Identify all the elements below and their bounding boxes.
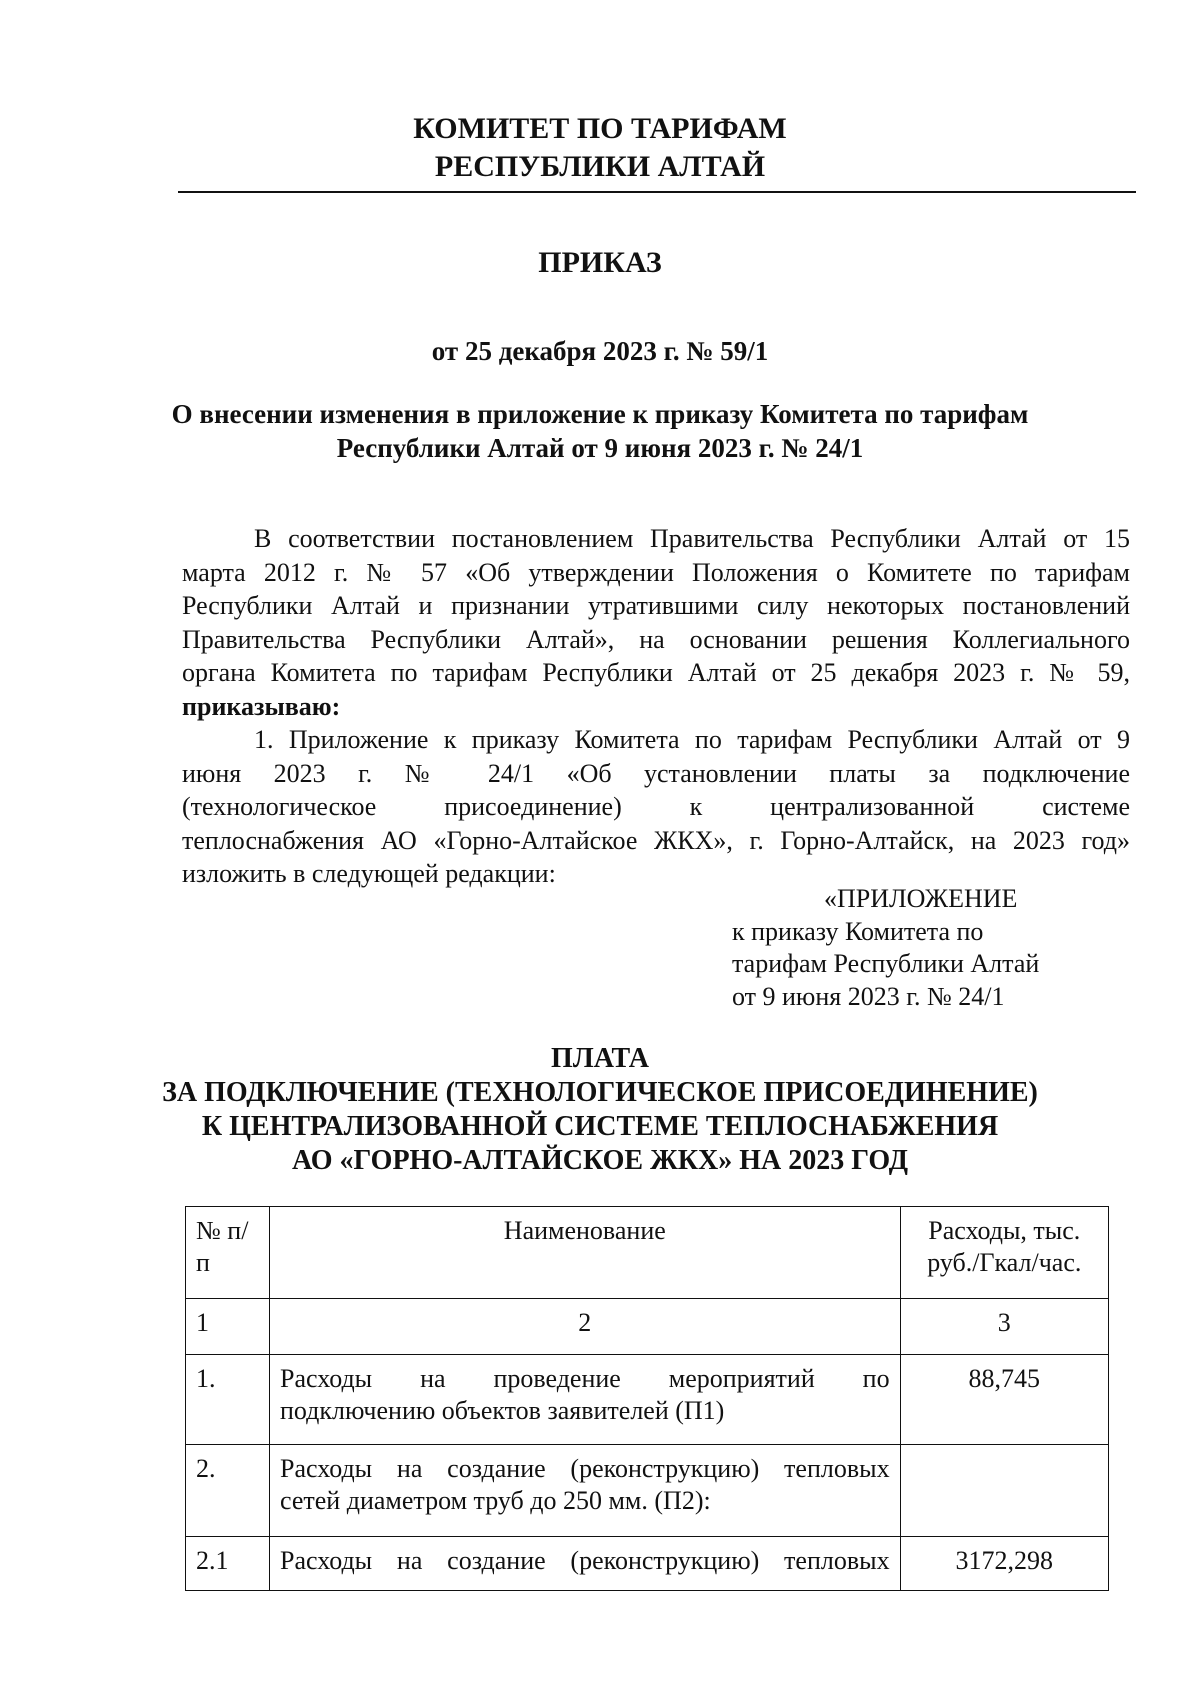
- committee-name-line1: КОМИТЕТ ПО ТАРИФАМ: [413, 112, 787, 145]
- index-cell: 3: [900, 1299, 1108, 1355]
- item1-line: теплоснабжения АО «Горно-Алтайское ЖКХ», г. Горно-Алтайск, на 2023 год»: [182, 825, 1130, 855]
- row-name-line: Расходы на проведение мероприятий по: [280, 1364, 890, 1393]
- header-cost-line1: Расходы, тыс.: [928, 1216, 1081, 1245]
- appendix-title: «ПРИЛОЖЕНИЕ: [824, 884, 1018, 913]
- preamble-line: марта 2012 г. № 57 «Об утверждении Положения о Комитете по тарифам: [182, 557, 1130, 587]
- preamble-paragraph: [182, 522, 1130, 723]
- committee-name-line2: РЕСПУБЛИКИ АЛТАЙ: [434, 150, 766, 183]
- appendix-line1: к приказу Комитета по: [732, 917, 984, 946]
- header-num: № п/п: [186, 1207, 270, 1299]
- row-name: [270, 1537, 901, 1591]
- preamble-line: органа Комитета по тарифам Республики Алтай от 25 декабря 2023 г. № 59,: [182, 658, 1130, 687]
- fee-title-line1: ПЛАТА: [551, 1043, 649, 1074]
- table-row: [186, 1537, 1109, 1591]
- table-row: [186, 1445, 1109, 1537]
- fee-title-line3: К ЦЕНТРАЛИЗОВАННОЙ СИСТЕМЕ ТЕПЛОСНАБЖЕНИЯ: [201, 1111, 999, 1142]
- row-value: 88,745: [900, 1355, 1108, 1445]
- preamble-line: Правительства Республики Алтай», на основании решения Коллегиального: [182, 624, 1130, 654]
- row-name: [270, 1445, 901, 1537]
- header-name: Наименование: [270, 1207, 901, 1299]
- row-name-line: Расходы на создание (реконструкцию) тепловых: [280, 1454, 890, 1483]
- fee-title-line4: АО «ГОРНО-АЛТАЙСКОЕ ЖКХ» НА 2023 ГОД: [291, 1145, 909, 1176]
- appendix-line2: тарифам Республики Алтай: [732, 949, 1040, 978]
- document-date-number: от 25 декабря 2023 г. № 59/1: [431, 336, 769, 366]
- index-cell: 2: [270, 1299, 901, 1355]
- item1-line: июня 2023 г. № 24/1 «Об установлении платы за подключение: [182, 758, 1130, 788]
- row-name-line: сетей диаметром труб до 250 мм. (П2):: [280, 1486, 711, 1515]
- row-name: [270, 1355, 901, 1445]
- table-header-row: [186, 1207, 1109, 1299]
- preamble-line: Республики Алтай и признании утратившими силу некоторых постановлений: [182, 591, 1130, 620]
- order-word: приказываю:: [182, 691, 341, 721]
- row-num: 2.: [186, 1445, 270, 1537]
- item1-line: изложить в следующей редакции:: [182, 859, 556, 888]
- row-num: 1.: [186, 1355, 270, 1445]
- fee-table: [185, 1206, 1109, 1591]
- row-name-line: подключению объектов заявителей (П1): [280, 1396, 725, 1425]
- header-cost-line2: руб./Гкал/час.: [927, 1248, 1082, 1277]
- item1-paragraph: [182, 723, 1130, 891]
- subject-line2: Республики Алтай от 9 июня 2023 г. № 24/1: [336, 433, 864, 463]
- header-divider: [178, 191, 1136, 193]
- subject-line1: О внесении изменения в приложение к приказу Комитета по тарифам: [171, 399, 1029, 429]
- index-cell: 1: [186, 1299, 270, 1355]
- preamble-line: В соответствии постановлением Правительства Республики Алтай от 15: [254, 524, 1130, 553]
- item1-line: 1. Приложение к приказу Комитета по тарифам Республики Алтай от 9: [254, 725, 1130, 754]
- row-value: 3172,298: [900, 1537, 1108, 1591]
- document-type: ПРИКАЗ: [538, 246, 662, 279]
- row-value: [900, 1445, 1108, 1537]
- row-num: 2.1: [186, 1537, 270, 1591]
- item1-line: (технологическое присоединение) к централизованной системе: [182, 792, 1130, 821]
- fee-title-line2: ЗА ПОДКЛЮЧЕНИЕ (ТЕХНОЛОГИЧЕСКОЕ ПРИСОЕДИНЕНИЕ): [162, 1077, 1038, 1108]
- table-index-row: [186, 1299, 1109, 1355]
- appendix-line3: от 9 июня 2023 г. № 24/1: [732, 982, 1005, 1011]
- row-name-line: Расходы на создание (реконструкцию) тепловых: [280, 1546, 890, 1575]
- table-row: [186, 1355, 1109, 1445]
- header-cost: [900, 1207, 1108, 1299]
